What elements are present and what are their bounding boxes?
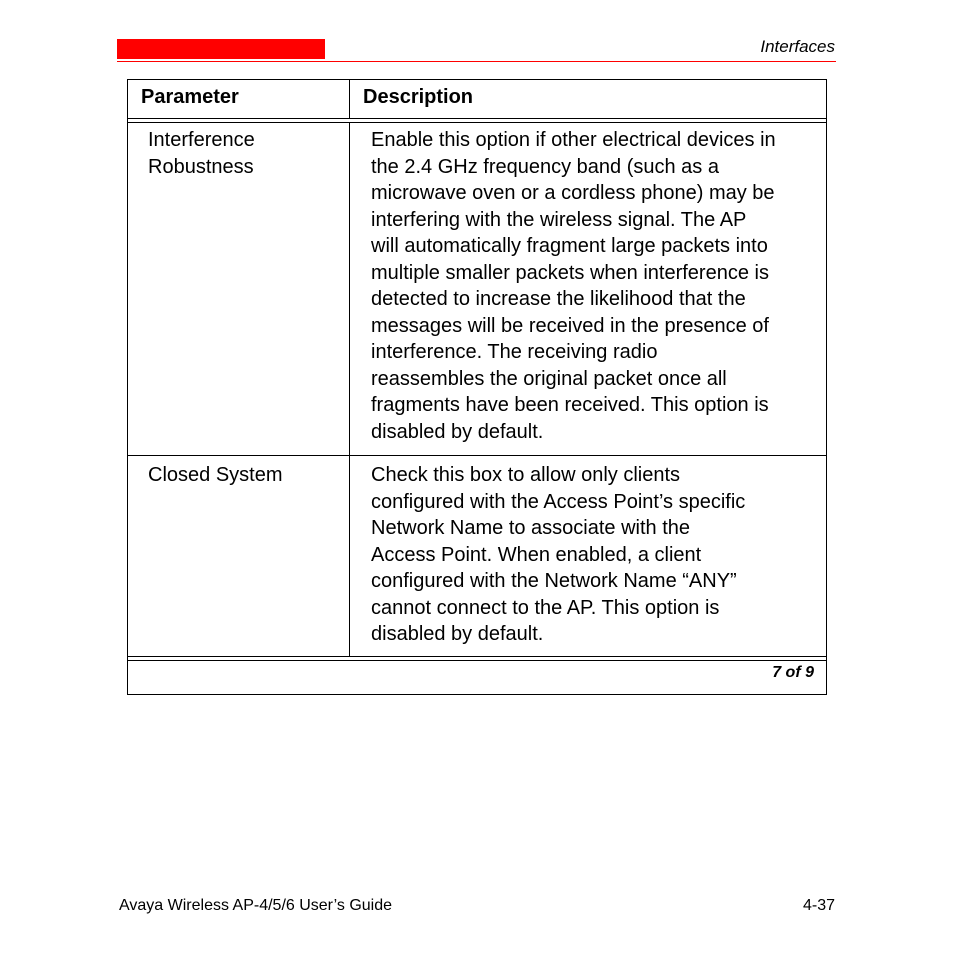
section-title: Interfaces [760,37,835,56]
description-line: reassembles the original packet once all [371,367,727,390]
description-line: Access Point. When enabled, a client [371,543,702,566]
description-line: interference. The receiving radio [371,341,658,363]
parameter-line: Interference [148,129,255,151]
header-rule [117,61,836,62]
description-line: will automatically fragment large packets into [371,235,768,257]
column-header-parameter: Parameter [141,86,239,108]
parameter-line: Closed System [148,464,283,486]
description-line: messages will be received in the presence of [371,314,769,337]
parameter-line: Robustness [148,155,254,178]
description-line: microwave oven or a cordless phone) may be [371,182,775,204]
header-double-rule-top [128,118,826,119]
table-row-description [371,127,821,445]
table-footer-rule-bottom [128,660,826,661]
description-line: interfering with the wireless signal. The AP [371,208,747,231]
description-line: multiple smaller packets when interference is [371,261,769,284]
parameter-table [127,79,827,695]
table-footer-rule-top [128,656,826,657]
description-line: cannot connect to the AP. This option is [371,596,720,619]
description-line: configured with the Network Name “ANY” [371,570,737,592]
footer-guide-title: Avaya Wireless AP-4/5/6 User’s Guide [119,897,393,914]
table-header-row [128,80,826,118]
description-line: Check this box to allow only clients [371,464,681,486]
description-line: Network Name to associate with the [371,517,691,539]
table-page-indicator: 7 of 9 [772,664,814,681]
header-double-rule-bottom [128,122,826,123]
header-accent-bar [117,39,325,59]
table-row-parameter [148,127,338,180]
column-header-description: Description [363,86,474,108]
description-line: disabled by default. [371,420,544,443]
table-row-parameter [148,462,338,489]
row2-column-divider [349,456,350,656]
footer-page-number: 4-37 [802,897,835,914]
header-column-divider [349,80,350,118]
table-row-description [371,462,821,648]
description-line: detected to increase the likelihood that the [371,288,746,310]
row1-column-divider [349,123,350,455]
description-line: disabled by default. [371,623,544,645]
row-separator [128,455,826,456]
description-line: configured with the Access Point’s specific [371,490,746,513]
description-line: Enable this option if other electrical devices in [371,129,776,151]
description-line: fragments have been received. This option is [371,394,769,416]
description-line: the 2.4 GHz frequency band (such as a [371,155,719,178]
